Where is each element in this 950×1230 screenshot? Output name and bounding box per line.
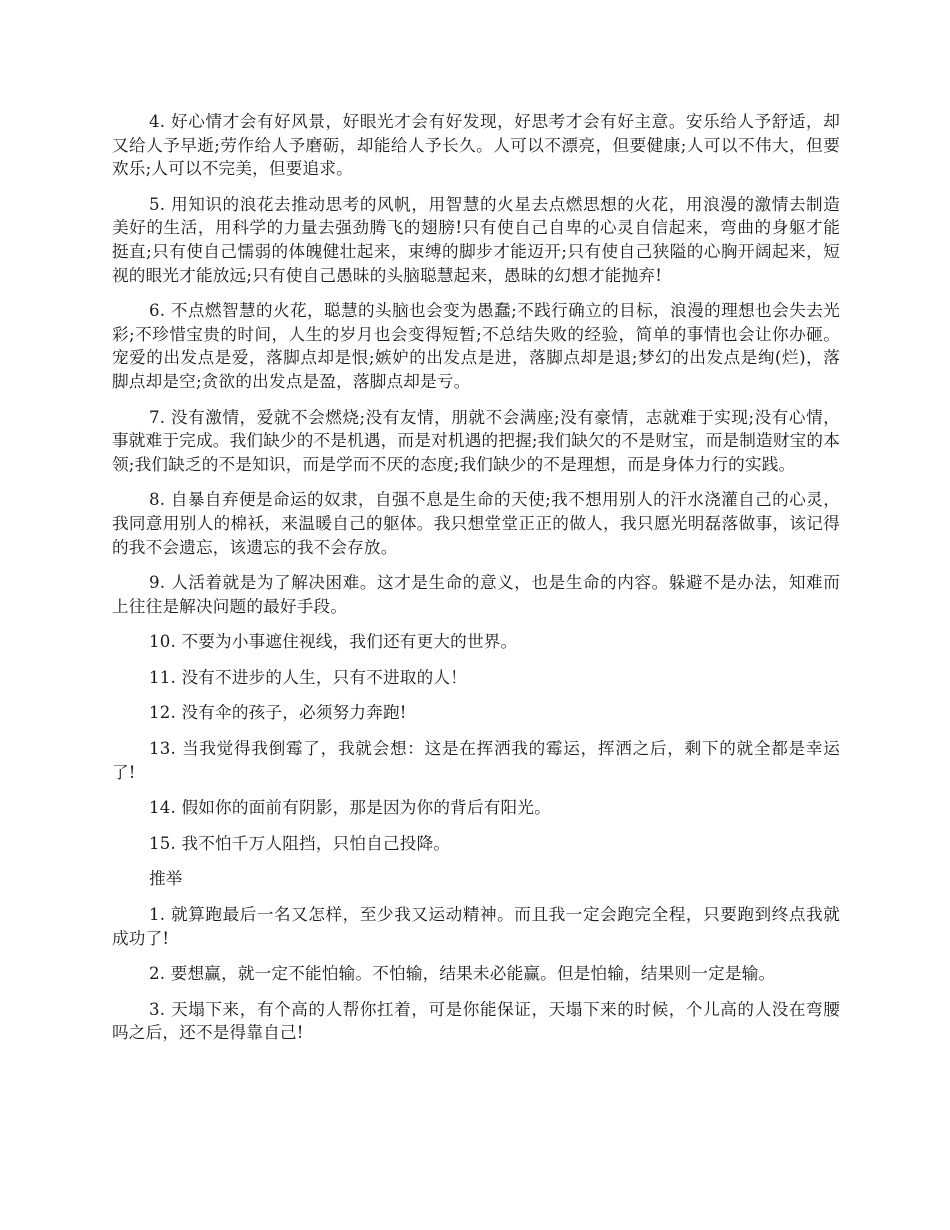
paragraph-5: 5. 用知识的浪花去推动思考的风帆，用智慧的火星去点燃思想的火花，用浪漫的激情去制造美好的生活，用科学的力量去强劲腾飞的翅膀!只有使自己自卑的心灵自信起来，弯曲的身躯才能挺直;只有使自己懦弱的体魄健壮起来，束缚的脚步才能迈开;只有使自己狭隘的心胸开阔起来，短视的眼光才能放远;只有使自己愚昧的头脑聪慧起来，愚昧的幻想才能抛弃! bbox=[112, 194, 840, 285]
paragraph-11: 11. 没有不进步的人生，只有不进取的人！ bbox=[149, 667, 467, 687]
paragraph-15: 15. 我不怕千万人阻挡，只怕自己投降。 bbox=[149, 833, 451, 853]
paragraph-6: 6. 不点燃智慧的火花，聪慧的头脑也会变为愚蠢;不践行确立的目标，浪漫的理想也会失去光彩;不珍惜宝贵的时间，人生的岁月也会变得短暂;不总结失败的经验，简单的事情也会让你办砸。宠爱的出发点是爱，落脚点却是恨;嫉妒的出发点是进，落脚点却是退;梦幻的出发点是绚(烂)，落脚点却是空;贪欲的出发点是盈，落脚点却是亏。 bbox=[112, 301, 840, 391]
document-body bbox=[112, 110, 840, 1057]
paragraph-13: 13. 当我觉得我倒霉了，我就会想：这是在挥洒我的霉运，挥洒之后，剩下的就全都是幸运了! bbox=[112, 739, 840, 782]
paragraph-14: 14. 假如你的面前有阴影，那是因为你的背后有阳光。 bbox=[149, 798, 551, 818]
paragraph-7: 7. 没有激情，爱就不会燃烧;没有友情，朋就不会满座;没有豪情，志就难于实现;没有心情，事就难于完成。我们缺少的不是机遇，而是对机遇的把握;我们缺欠的不是财宝，而是制造财宝的本领;我们缺乏的不是知识，而是学而不厌的态度;我们缺少的不是理想，而是身体力行的实践。 bbox=[112, 407, 840, 474]
paragraph-4: 4. 好心情才会有好风景，好眼光才会有好发现，好思考才会有好主意。安乐给人予舒适，却又给人予早逝;劳作给人予磨砺，却能给人予长久。人可以不漂亮，但要健康;人可以不伟大，但要欢乐;人可以不完美，但要追求。 bbox=[112, 112, 840, 179]
paragraph-8: 8. 自暴自弃便是命运的奴隶，自强不息是生命的天使;我不想用别人的汗水浇灌自己的心灵，我同意用别人的棉袄，来温暖自己的躯体。我只想堂堂正正的做人，我只愿光明磊落做事，该记得的我不会遗忘，该遗忘的我不会存放。 bbox=[112, 490, 840, 557]
paragraph-10: 10. 不要为小事遮住视线，我们还有更大的世界。 bbox=[149, 632, 518, 652]
paragraph-12: 12. 没有伞的孩子，必须努力奔跑! bbox=[149, 703, 407, 723]
recommend-paragraph-1: 1. 就算跑最后一名又怎样，至少我又运动精神。而且我一定会跑完全程，只要跑到终点我就成功了! bbox=[112, 905, 840, 948]
recommend-paragraph-2: 2. 要想赢，就一定不能怕输。不怕输，结果未必能赢。但是怕输，结果则一定是输。 bbox=[149, 964, 776, 984]
section-heading: 推举 bbox=[149, 869, 183, 889]
recommend-paragraph-3: 3. 天塌下来，有个高的人帮你扛着，可是你能保证，天塌下来的时候，个儿高的人没在弯腰吗之后，还不是得靠自己! bbox=[112, 999, 840, 1043]
paragraph-9: 9. 人活着就是为了解决困难。这才是生命的意义，也是生命的内容。躲避不是办法，知难而上往往是解决问题的最好手段。 bbox=[112, 573, 840, 616]
